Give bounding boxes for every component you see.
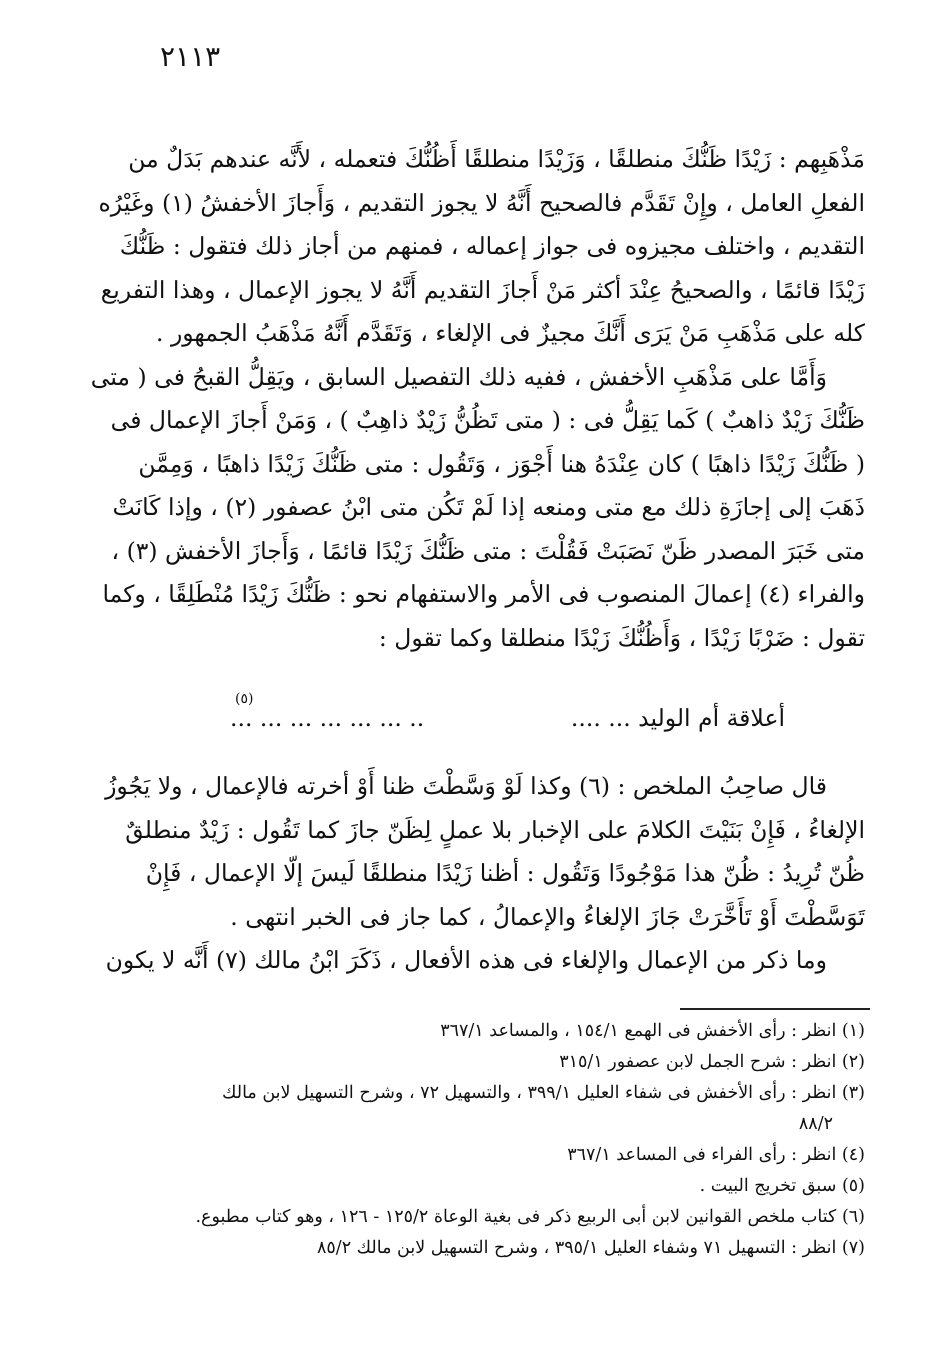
text-line: زَيْدًا قائمًا ، والصحيحُ عِنْدَ أكثر مَنْ أَجازَ التقديم أَنَّهُ لا يجوز الإعمال ، وهذا التفريع bbox=[100, 275, 865, 304]
footnote-divider bbox=[680, 1008, 870, 1010]
footnote-3-continuation: ٨٨/٢ bbox=[798, 1114, 833, 1134]
text-line: كله على مَذْهَبِ مَنْ يَرَى أَنَّكَ مجيزٌ فى الإلغاء ، وَتَقَدَّم أَنَّهُ مَذْهَبُ الجمهور . bbox=[156, 319, 865, 347]
footnote-5: (٥) سبق تخريج البيت . bbox=[699, 1176, 865, 1196]
text-line: تقول : ضَرْبًا زَيْدًا ، وَأَظُنُّكَ زَيْدًا منطلقا وكما تقول : bbox=[378, 623, 865, 652]
text-line: التقديم ، واختلف مجيزوه فى جواز إعماله ، فمنهم من أجاز ذلك فتقول : ظَنُّكَ bbox=[119, 232, 865, 260]
main-paragraphs bbox=[90, 138, 865, 660]
text-line: ظَنُّكَ زَيْدٌ ذاهبٌ ) كَما يَقِلُّ فى : ( متى تَظُنُّ زَيْدٌ ذاهِبٌ ) ، وَمَنْ أَجازَ الإعمال فى bbox=[110, 406, 865, 434]
second-paragraphs bbox=[105, 765, 865, 983]
footnote-7: (٧) انظر : التسهيل ٧١ وشفاء العليل ٣٩٥/١ ، وشرح التسهيل لابن مالك ٨٥/٢ bbox=[317, 1238, 865, 1258]
text-line: ( ظَنُّكَ زَيْدًا ذاهبًا ) كان عِنْدَهُ هنا أَجْوَز ، وَتَقُول : متى ظَنُّكَ زَيْدًا ذاهبًا ، وَمِمَّن bbox=[138, 449, 865, 478]
text-line: ظُنّ تُرِيدُ : ظُنّ هذا مَوْجُودًا وَتَقُول : أظنا زَيْدًا منطلقًا لَيسَ إلّا الإعمال ، فَإِنْ bbox=[145, 859, 865, 887]
footnote-2: (٢) انظر : شرح الجمل لابن عصفور ٣١٥/١ bbox=[559, 1052, 865, 1072]
text-line: متى خَبَرَ المصدر ظَنّ نَصَبَتْ فَقُلْتَ : متى ظَنُّكَ زَيْدًا قائمًا ، وَأَجازَ الأخفش (٣) ، bbox=[111, 536, 865, 565]
verse-first-hemistich: أعلاقة أم الوليد ... .... bbox=[570, 704, 785, 732]
text-line: وما ذكر من الإعمال والإلغاء فى هذه الأفعال ، ذَكَرَ ابْنُ مالك (٧) أَنَّه لا يكون bbox=[105, 946, 827, 974]
text-line: الإلغاءُ ، فَإِنْ بَنَيْتَ الكلامَ على الإخبار بلا عملٍ لِظَنّ جازَ كما تَقُول : زَيْدٌ منطلقٌ bbox=[125, 815, 865, 844]
text-line: قال صاحِبُ الملخص : (٦) وكذا لَوْ وَسَّطْتَ ظنا أَوْ أخرته فالإعمال ، ولا يَجُوزُ bbox=[105, 772, 827, 800]
footnote-3: (٣) انظر : رأى الأخفش فى شفاء العليل ٣٩٩/١ ، والتسهيل ٧٢ ، وشرح التسهيل لابن مالك bbox=[221, 1083, 865, 1103]
footnotes bbox=[120, 1016, 865, 1264]
verse-second-hemistich: .. ... ... ... ... ... ... bbox=[230, 704, 425, 732]
text-line: والفراء (٤) إعمالَ المنصوب فى الأمر والاستفهام نحو : ظَنُّكَ زَيْدًا مُنْطَلِقًا ، وكما bbox=[102, 580, 865, 608]
page-number: ٢١١٣ bbox=[160, 40, 221, 73]
footnote-1: (١) انظر : رأى الأخفش فى الهمع ١٥٤/١ ، والمساعد ٣٦٧/١ bbox=[440, 1021, 865, 1041]
poetry-verse bbox=[130, 691, 865, 741]
text-line: مَذْهَبِهم : زَيْدًا ظَنُّكَ منطلقًا ، وَزَيْدًا منطلقًا أَظُنُّكَ فتعمله ، لأَنَّه عندهم بَدَلٌ من bbox=[128, 145, 865, 173]
text-line: ذَهَبَ إلى إجازَةِ ذلك مع متى ومنعه إذا لَمْ تَكُن متى ابْنُ عصفور (٢) ، وإذا كَانَتْ bbox=[112, 493, 865, 521]
footnote-4: (٤) انظر : رأى الفراء فى المساعد ٣٦٧/١ bbox=[567, 1145, 865, 1165]
text-line: وَأَمَّا على مَذْهَبِ الأخفش ، ففيه ذلك التفصيل السابق ، ويَقِلُّ القبحُ فى ( متى bbox=[90, 362, 827, 391]
footnote-6: (٦) كتاب ملخص القوانين لابن أبى الربيع ذكر فى بغية الوعاة ١٢٥/٢ - ١٢٦ ، وهو كتاب مطبوع. bbox=[195, 1207, 865, 1227]
text-line: تَوَسَّطْتَ أَوْ تَأَخَّرَتْ جَازَ الإلغاءُ والإعمالُ ، كما جاز فى الخبر انتهى . bbox=[230, 902, 865, 931]
footnote-marker: (٥) bbox=[235, 691, 254, 707]
text-line: الفعلِ العامل ، وإِنْ تَقَدَّم فالصحيح أَنَّهُ لا يجوز التقديم ، وَأَجازَ الأخفشُ (١) وغَيْرُه bbox=[98, 188, 865, 217]
